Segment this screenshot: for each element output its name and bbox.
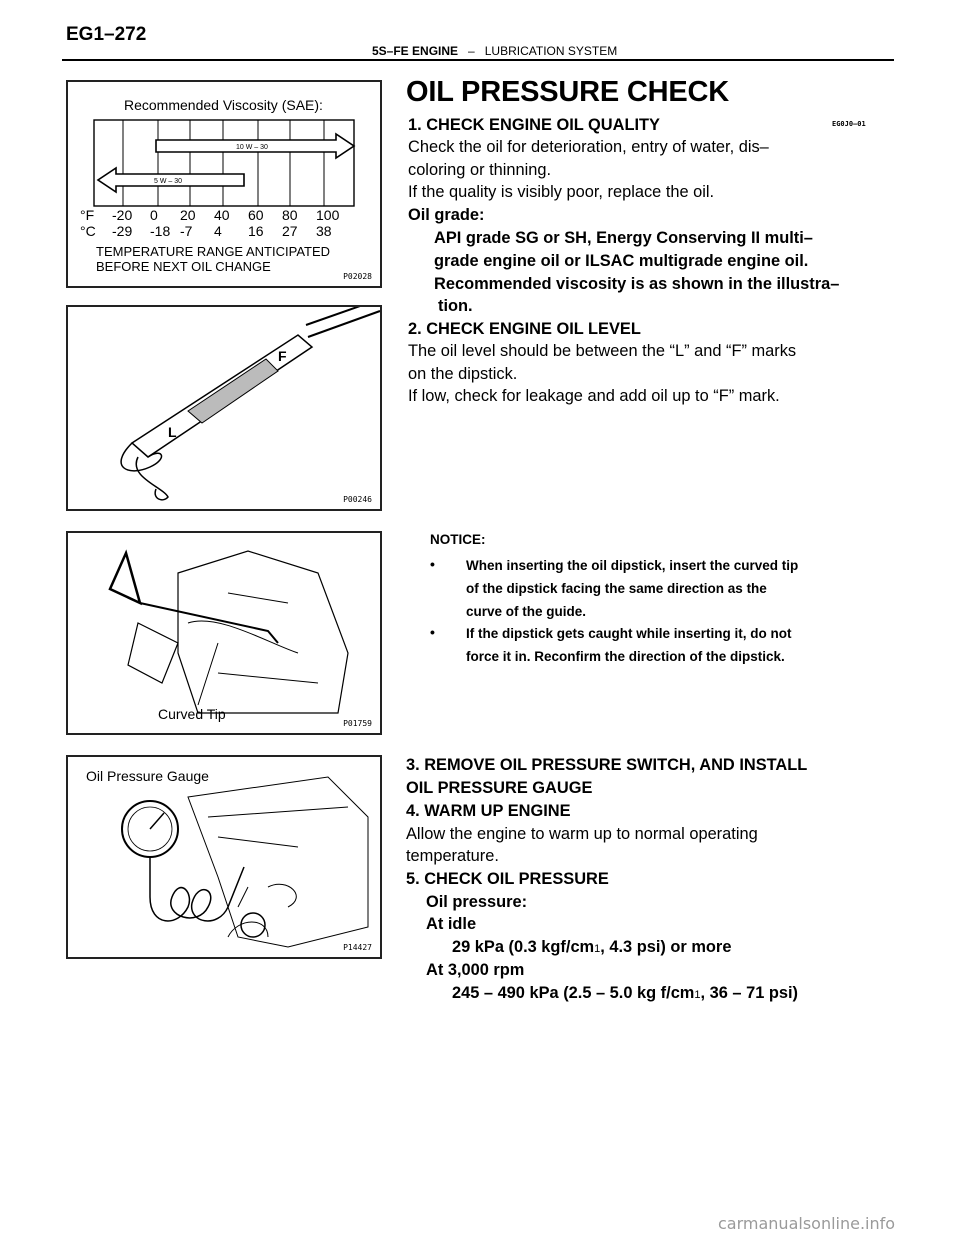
- dipstick-shaft-2: [308, 311, 380, 337]
- curved-tip-drawing: [68, 533, 380, 733]
- viscosity-grid-frame: [94, 120, 354, 206]
- step-2-line-3: If low, check for leakage and add oil up to “F” mark.: [408, 387, 780, 405]
- at-3000-label: At 3,000 rpm: [426, 961, 525, 979]
- fahrenheit-tick-6: 100: [316, 207, 340, 223]
- step-2-heading: 2. CHECK ENGINE OIL LEVEL: [408, 320, 641, 338]
- mark-l: L: [168, 424, 177, 440]
- curved-tip-leader: [198, 643, 218, 705]
- engine-detail: [188, 593, 318, 683]
- oil-grade-line-2: grade engine oil or ILSAC multigrade engine oil.: [434, 252, 809, 270]
- notice-2-line-1: If the dipstick gets caught while inserting it, do not: [466, 626, 792, 641]
- page-code: EG1–272: [66, 24, 147, 45]
- fahrenheit-tick-2: 20: [180, 207, 196, 223]
- at-idle-label: At idle: [426, 915, 477, 933]
- idle-value-b: , 4.3 psi) or more: [600, 938, 732, 956]
- section-engine: 5S–FE ENGINE: [372, 44, 459, 58]
- idle-value-a: 29 kPa (0.3 kgf/cm: [452, 938, 595, 956]
- figure-code: P02028: [343, 272, 372, 281]
- fahrenheit-ticks: [112, 207, 340, 223]
- header-rule: [62, 59, 894, 61]
- step-3-heading-2: OIL PRESSURE GAUGE: [406, 779, 593, 797]
- idle-pressure-value: [452, 936, 731, 961]
- rpm-value-sup: 1: [694, 989, 701, 1001]
- engine-outline: [188, 777, 368, 947]
- oil-grade-line-3: Recommended viscosity is as shown in the illustra–: [434, 275, 840, 293]
- fahrenheit-tick-4: 60: [248, 207, 264, 223]
- idle-value-sup: 1: [594, 943, 601, 955]
- pressure-gauge-figure: [66, 755, 382, 959]
- celsius-tick-3: 4: [214, 223, 222, 239]
- notice-2-line-2: force it in. Reconfirm the direction of the dipstick.: [466, 649, 785, 664]
- section-dash: –: [468, 44, 475, 58]
- fahrenheit-tick-5: 80: [282, 207, 298, 223]
- celsius-tick-0: -29: [112, 223, 133, 239]
- notice-1-line-2: of the dipstick facing the same direction as the: [466, 581, 767, 596]
- celsius-tick-5: 27: [282, 223, 298, 239]
- pressure-gauge-drawing: [68, 757, 380, 957]
- step-1-heading: 1. CHECK ENGINE OIL QUALITY: [408, 116, 660, 134]
- curved-tip-label: Curved Tip: [158, 706, 226, 722]
- rpm-pressure-value: [452, 982, 798, 1007]
- arrow-5w30-label: 5 W – 30: [154, 178, 183, 185]
- step-4-line-2: temperature.: [406, 847, 499, 865]
- dipstick-guide: [140, 603, 278, 643]
- step-2-line-2: on the dipstick.: [408, 365, 518, 383]
- step-2-line-1: The oil level should be between the “L” and “F” marks: [408, 342, 797, 360]
- viscosity-figure: [66, 80, 382, 288]
- gauge-label: Oil Pressure Gauge: [86, 768, 209, 784]
- rpm-value-a: 245 – 490 kPa (2.5 – 5.0 kg f/cm: [452, 984, 695, 1002]
- step-1-line-2: coloring or thinning.: [408, 161, 552, 179]
- viscosity-heading: Recommended Viscosity (SAE):: [124, 97, 323, 113]
- notice-1-line-1: When inserting the oil dipstick, insert the curved tip: [466, 558, 799, 573]
- figure-code: P00246: [343, 495, 372, 504]
- notice-label: NOTICE:: [430, 532, 486, 547]
- caption-line-1: TEMPERATURE RANGE ANTICIPATED: [96, 244, 331, 259]
- oil-grade-line-4: tion.: [438, 297, 473, 315]
- rpm-value-b: , 36 – 71 psi): [700, 984, 799, 1002]
- arrow-10w30-label: 10 W – 30: [236, 144, 268, 151]
- section-heading: [372, 44, 617, 58]
- viscosity-grid-lines: [123, 120, 324, 206]
- celsius-tick-6: 38: [316, 223, 332, 239]
- step-3-heading-1: 3. REMOVE OIL PRESSURE SWITCH, AND INSTALL: [406, 756, 808, 774]
- celsius-tick-1: -18: [150, 223, 171, 239]
- step-1-line-1: Check the oil for deterioration, entry of water, dis–: [408, 138, 769, 156]
- step-1-line-3: If the quality is visibly poor, replace the oil.: [408, 183, 715, 201]
- oil-grade-label: Oil grade:: [408, 206, 485, 224]
- reference-code: EG0J0–01: [832, 120, 866, 128]
- oil-grade-line-1: API grade SG or SH, Energy Conserving II multi–: [434, 229, 813, 247]
- celsius-ticks: [112, 223, 332, 239]
- caption-line-2: BEFORE NEXT OIL CHANGE: [96, 259, 271, 274]
- curved-tip-figure: [66, 531, 382, 735]
- fahrenheit-label: °F: [80, 207, 95, 223]
- notice-bullet-2: •: [430, 624, 435, 640]
- celsius-tick-4: 16: [248, 223, 264, 239]
- dipstick-drawing: [68, 307, 380, 509]
- dipstick-figure: [66, 305, 382, 511]
- fahrenheit-tick-3: 40: [214, 207, 230, 223]
- fahrenheit-tick-1: 0: [150, 207, 158, 223]
- mark-f: F: [278, 348, 287, 364]
- celsius-tick-2: -7: [180, 223, 193, 239]
- notice-1-line-3: curve of the guide.: [466, 604, 587, 619]
- oil-filter: [128, 623, 178, 683]
- dipstick-handle: [110, 553, 140, 603]
- fahrenheit-tick-0: -20: [112, 207, 133, 223]
- figure-code: P14427: [343, 943, 372, 952]
- page-title: OIL PRESSURE CHECK: [406, 76, 729, 108]
- viscosity-chart-drawing: [68, 82, 380, 286]
- watermark: carmanualsonline.info: [718, 1214, 896, 1233]
- dipstick-crosshatch: [188, 359, 278, 423]
- figure-code: P01759: [343, 719, 372, 728]
- engine-parts: [208, 807, 348, 937]
- step-4-line-1: Allow the engine to warm up to normal operating: [406, 825, 758, 843]
- notice-bullet-1: •: [430, 556, 435, 572]
- step-5-heading: 5. CHECK OIL PRESSURE: [406, 870, 609, 888]
- oil-pressure-label: Oil pressure:: [426, 893, 528, 911]
- celsius-label: °C: [80, 223, 96, 239]
- section-title: LUBRICATION SYSTEM: [484, 44, 618, 58]
- step-4-heading: 4. WARM UP ENGINE: [406, 802, 571, 820]
